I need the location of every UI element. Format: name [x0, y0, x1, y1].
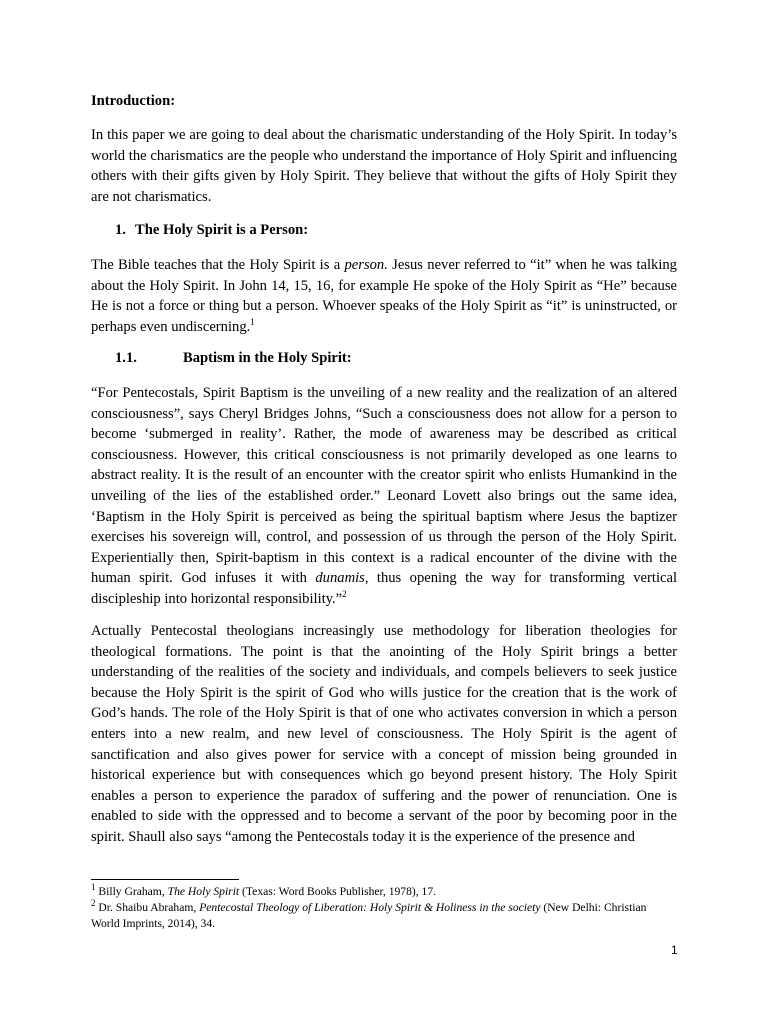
section-1-1-number: 1.1.	[115, 350, 137, 366]
footnote-2	[91, 900, 677, 933]
section-1-text-b: Jesus never referred to “it” when he was talking about the Holy Spirit. In John 14, 15, 16, for example He spoke of the Holy Spirit as “He” because He is not a force or thing but a person. Whoever speaks of the Holy Spirit as “it” is uninstructed, or perhaps even undiscerning.	[91, 257, 677, 335]
section-1-1-text-b: , thus opening the way for transforming vertical discipleship into horizontal responsibility.”	[91, 570, 678, 607]
footnote-2-mark: 2	[91, 898, 96, 909]
footnote-2-author: Dr. Shaibu Abraham,	[95, 901, 200, 914]
introduction-heading: Introduction:	[91, 93, 176, 109]
section-1-paragraph	[91, 255, 677, 337]
section-1-1-paragraph-1	[91, 383, 677, 610]
footnote-1-publication: (Texas: Word Books Publisher, 1978), 17.	[239, 885, 437, 898]
section-1-number: 1.	[115, 222, 126, 238]
section-1-title: The Holy Spirit is a Person:	[135, 222, 309, 238]
footnote-divider	[91, 879, 239, 880]
section-1-emphasis: person.	[344, 257, 388, 273]
page-number: 1	[671, 943, 678, 957]
section-1-1-paragraph-2: Actually Pentecostal theologians increasingly use methodology for liberation theologies for theological formations. The point is that the anointing of the Holy Spirit brings a better understanding of the realities of the society and individuals, and compels believers to seek justice because the Holy Spirit is the spirit of God who wills justice for the creation that is the work of God’s hands. The role of the Holy Spirit is that of one who activates conversion in which a person enters into a new realm, and new level of consciousness. The Holy Spirit is the agent of sanctification and also gives power for service with a concept of mission being grounded in historical experience but with consequences which go beyond present history. The Holy Spirit enables a person to experience the paradox of suffering and the power of renunciation. One is enabled to side with the oppressed and to become a servant of the poor by becoming poor in the spirit. Shaull also says “among the Pentecostals today it is the experience of the presence and	[91, 623, 677, 845]
footnote-1-author: Billy Graham,	[95, 885, 168, 898]
footnote-ref-2: 2	[342, 589, 347, 600]
footnote-1	[91, 884, 677, 900]
section-1-1-emphasis: dunamis	[315, 570, 365, 587]
section-1-heading	[115, 222, 308, 239]
footnote-1-mark: 1	[91, 882, 96, 893]
introduction-paragraph: In this paper we are going to deal about the charismatic understanding of the Holy Spirit. In today’s world the charismatics are the people who understand the importance of Holy Spirit and influencing others with their gifts given by Holy Spirit. They believe that without the gifts of Holy Spirit they are not charismatics.	[91, 127, 677, 205]
footnote-2-title: Pentecostal Theology of Liberation: Holy Spirit & Holiness in the society	[199, 901, 541, 914]
footnote-1-title: The Holy Spirit	[167, 885, 240, 898]
footnote-2-publication: (New Delhi: Christian World Imprints, 2014), 34.	[91, 901, 647, 931]
section-1-1-text-a: “For Pentecostals, Spirit Baptism is the unveiling of a new reality and the realization of an altered consciousness”, says Cheryl Bridges Johns, “Such a consciousness does not allow for a person to become ‘submerged in reality’. Rather, the mode of awareness may be described as critical consciousness. However, this critical consciousness is not primarily developed as one learns to abstract reality. It is the result of an encounter with the creator spirit who enlists Humankind in the unveiling of the lies of the established order.” Leonard Lovett also brings out the same idea, ‘Baptism in the Holy Spirit is perceived as being the spiritual baptism where Jesus the baptizer exercises his sovereign will, control, and possession of us through the person of the Holy Spirit. Experientially then, Spirit-baptism in this context is a radical encounter of the divine with the human spirit. God infuses it with	[91, 385, 677, 587]
footnote-ref-1: 1	[250, 316, 255, 327]
section-1-1-title: Baptism in the Holy Spirit:	[183, 350, 352, 366]
section-1-text-a: The Bible teaches that the Holy Spirit is a	[91, 257, 345, 273]
section-1-1-heading	[115, 350, 352, 367]
